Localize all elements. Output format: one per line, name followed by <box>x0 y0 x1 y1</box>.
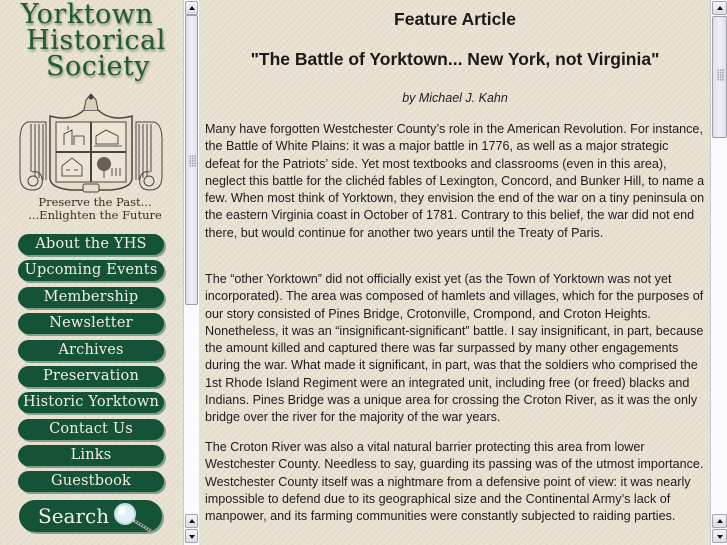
tagline-line-1: Preserve the Past... <box>38 195 152 209</box>
magnifier-icon <box>111 502 161 532</box>
sidebar-scroll-up-button[interactable] <box>185 1 198 15</box>
tagline-line-2: ...Enlighten the Future <box>28 208 162 222</box>
article-paragraph-3: The Croton River was also a vital natural barrier protecting this area from lower Westchester County. Needless to say, guarding its passing was of the utmost importance. Westchester County itself was a nightmare from a defensive point of view: it was nearly impossible to defend due to its geographical size and the Continental Army’s lack of manpower, and its farming communities were constantly subjected to raiding parties. <box>205 440 704 524</box>
logo-line-2: Historical <box>26 25 166 56</box>
content-scroll-up-button-bottom[interactable] <box>712 514 727 528</box>
article-byline: by Michael J. Kahn <box>402 91 508 105</box>
logo-line-3: Society <box>45 51 151 82</box>
arrow-up-icon <box>189 6 195 10</box>
search-button[interactable] <box>19 500 162 532</box>
content-scrollbar[interactable] <box>710 0 727 545</box>
nav-links[interactable]: Links <box>18 445 164 466</box>
nav-upcoming-events[interactable]: Upcoming Events <box>18 260 164 281</box>
arrow-down-icon <box>189 535 195 539</box>
grip-icon <box>189 155 196 167</box>
nav-contact-us[interactable]: Contact Us <box>18 419 164 440</box>
arrow-up-icon <box>717 519 723 523</box>
sidebar-frame <box>0 0 184 545</box>
article-paragraph-1: Many have forgotten Westchester County’s role in the American Revolution. For instance, the Battle of White Plains: it was a major battle in 1776, as well as a major strategic defeat for the Patriots’ side. Yet most textbooks and classrooms (even in this area), neglect this battle for the clichéd fables of Lexington, Concord, and Bunker Hill, to name a few. When most think of Yorktown, they envision the end of the war on a tiny peninsula on the eastern Virginia coast in October of 1781. Contrary to this belief, the war did not end there, but would continue for another two years until the Treaty of Paris. <box>205 122 705 240</box>
logo-line-1: Yorktown <box>20 0 154 30</box>
arrow-down-icon <box>717 535 723 539</box>
sidebar-scroll-thumb[interactable] <box>185 15 198 305</box>
tagline <box>12 196 178 222</box>
nav-guestbook[interactable]: Guestbook <box>18 471 164 492</box>
nav-about-the-yhs[interactable]: About the YHS <box>18 234 164 255</box>
section-heading: Feature Article <box>394 9 516 29</box>
arrow-up-icon <box>189 519 195 523</box>
content-scroll-down-button[interactable] <box>712 529 727 543</box>
site-logo[interactable] <box>12 2 172 80</box>
nav-preservation[interactable]: Preservation <box>18 366 164 387</box>
sidebar-scrollbar[interactable] <box>183 0 199 545</box>
content-scroll-thumb[interactable] <box>712 16 727 138</box>
sidebar-scroll-down-button[interactable] <box>185 529 198 543</box>
society-seal-icon <box>16 90 166 198</box>
grip-icon <box>717 69 724 81</box>
search-label: Search <box>38 504 110 528</box>
nav-historic-yorktown[interactable]: Historic Yorktown <box>18 392 164 413</box>
content-frame <box>199 0 710 545</box>
article-title: "The Battle of Yorktown... New York, not Virginia" <box>250 49 660 69</box>
arrow-up-icon <box>717 6 723 10</box>
content-scroll-up-button[interactable] <box>712 1 727 15</box>
nav-membership[interactable]: Membership <box>18 287 164 308</box>
article-paragraph-2: The “other Yorktown” did not officially exist yet (as the Town of Yorktown was not yet incorporated). The area was composed of hamlets and villages, which for the purposes of our story consisted of Pines Bridge, Crotonville, Crompond, and Croton Heights. Nonetheless, it was an “insignificant-significant” battle. I say insignificant, in part, because the amount killed and captured there was far surpassed by many other engagements during the war. What made it significant, in part, was that the soldiers who comprised the 1st Rhode Island Regiment were an integrated unit, including free (or freed) blacks and Indians. Pines Bridge was a unique area for crossing the Croton River, as it was the only bridge over the river for the majority of the war years. <box>205 272 704 425</box>
sidebar-scroll-up-button-bottom[interactable] <box>185 514 198 528</box>
nav-archives[interactable]: Archives <box>18 340 164 361</box>
nav-newsletter[interactable]: Newsletter <box>18 313 164 334</box>
